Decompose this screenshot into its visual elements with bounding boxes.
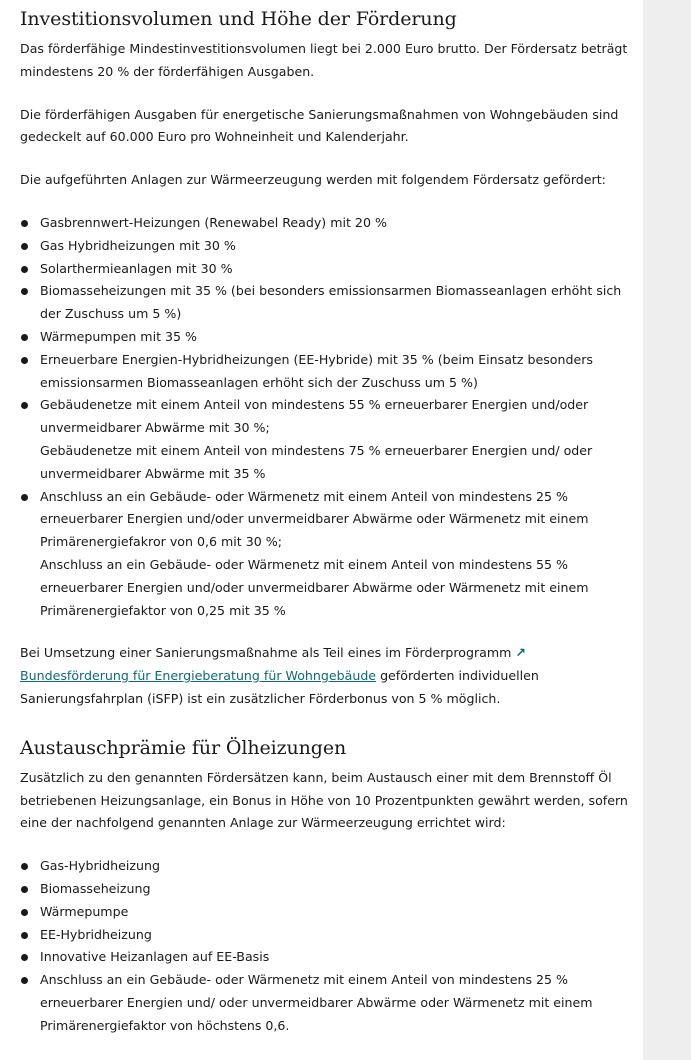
- section-heading-austauschpraemie: Austauschprämie für Ölheizungen: [20, 736, 347, 759]
- paragraph-isfp-bonus: [20, 642, 636, 710]
- foerdersatz-list: [20, 212, 636, 622]
- list-item: Wärmepumpen mit 35 %: [20, 326, 636, 349]
- list-item: Erneuerbare Energien-Hybridheizungen (EE-Hybride) mit 35 % (beim Einsatz besonders emissionsarmen Biomasseanlagen erhöht sich der Zuschuss um 5 %): [20, 349, 636, 395]
- list-item: Gas Hybridheizungen mit 30 %: [20, 235, 636, 258]
- paragraph-mindestinvestition: Das förderfähige Mindestinvestitionsvolumen liegt bei 2.000 Euro brutto. Der Fördersatz beträgt mindestens 20 % der förderfähigen Ausgaben.: [20, 41, 628, 79]
- austausch-list: [20, 855, 636, 1037]
- list-item-text: Gebäudenetze mit einem Anteil von mindestens 55 % erneuerbarer Energien und/oder unvermeidbarer Abwärme mit 30 %;: [40, 397, 589, 436]
- paragraph-deckelung: Die förderfähigen Ausgaben für energetische Sanierungsmaßnahmen von Wohngebäuden sind gedeckelt auf 60.000 Euro pro Wohneinheit und Kalenderjahr.: [20, 106, 619, 145]
- external-arrow-icon: ↗: [515, 645, 526, 661]
- paragraph-oel-bonus: Zusätzlich zu den genannten Fördersätzen kann, beim Austausch einer mit dem Brennstoff Öl betriebenen Heizungsanlage, ein Bonus in Höhe von 10 Prozentpunkten gewährt werden, sofern eine der nachfolgend genannten Anlage zur Wärmeerzeugung errichtet wird:: [20, 769, 628, 831]
- paragraph-text: Bei Umsetzung einer Sanierungsmaßnahme als Teil eines im Förderprogramm: [20, 645, 516, 661]
- list-item: Biomasseheizungen mit 35 % (bei besonders emissionsarmen Biomasseanlagen erhöht sich der Zuschuss um 5 %): [20, 280, 636, 326]
- list-item: Anschluss an ein Gebäude- oder Wärmenetz mit einem Anteil von mindestens 25 % erneuerbarer Energien und/ oder unvermeidbarer Abwärme oder Wärmenetz mit einem Primärenergiefaktor von höchstens 0,6.: [20, 969, 636, 1037]
- list-item: Innovative Heizanlagen auf EE-Basis: [20, 946, 636, 969]
- list-item: [20, 486, 636, 623]
- list-item-text: Anschluss an ein Gebäude- oder Wärmenetz mit einem Anteil von mindestens 25 % erneuerbarer Energien und/oder unvermeidbarer Abwärme oder Wärmenetz mit einem Primärenergiefakror von 0,6 mit 30 %;: [40, 488, 589, 550]
- list-item: Solarthermieanlagen mit 30 %: [20, 258, 636, 281]
- section-heading-foerderung: Investitionsvolumen und Höhe der Förderung: [20, 8, 457, 30]
- list-item: [20, 394, 636, 485]
- paragraph-text: geförderten individuellen Sanierungsfahrplan (iSFP) ist ein zusätzlicher Förderbonus von 5 % möglich.: [20, 668, 539, 706]
- list-item: EE-Hybridheizung: [20, 924, 636, 947]
- list-item: Wärmepumpe: [20, 901, 636, 924]
- list-item-text: Anschluss an ein Gebäude- oder Wärmenetz mit einem Anteil von mindestens 55 % erneuerbarer Energien und/oder unvermeidbarer Abwärme oder Wärmenetz mit einem Primärenergiefaktor von 0,25 mit 35 %: [40, 556, 589, 618]
- list-item: Gasbrennwert-Heizungen (Renewabel Ready) mit 20 %: [20, 212, 636, 235]
- list-item-text: Gebäudenetze mit einem Anteil von mindestens 75 % erneuerbarer Energien und/ oder unvermeidbarer Abwärme mit 35 %: [40, 442, 593, 481]
- link-text: Bundesförderung für Energieberatung für Wohngebäude: [20, 668, 377, 684]
- list-item: Gas-Hybridheizung: [20, 855, 636, 878]
- list-item: Biomasseheizung: [20, 878, 636, 901]
- paragraph-foerdersatz-intro: Die aufgeführten Anlagen zur Wärmeerzeugung werden mit folgendem Fördersatz gefördert:: [20, 172, 606, 188]
